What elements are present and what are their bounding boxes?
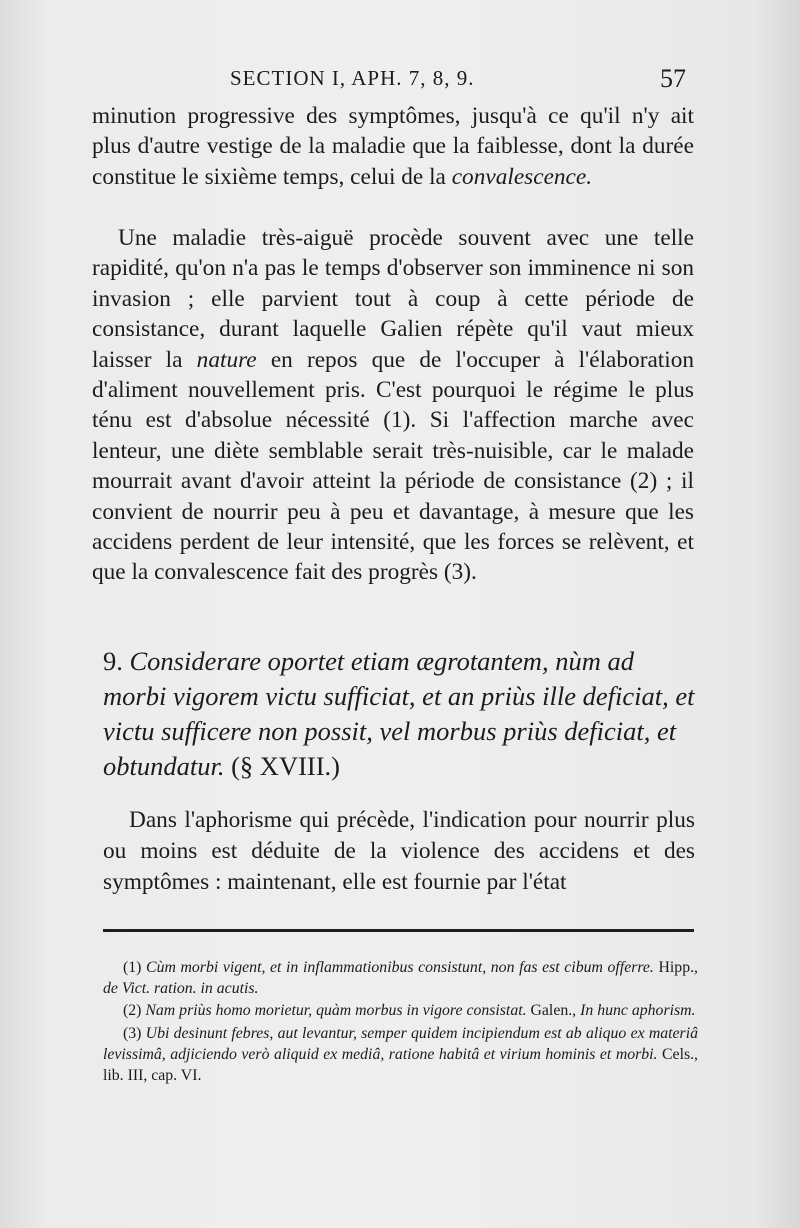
footnote-number: (3) <box>123 1024 142 1042</box>
running-head: SECTION I, APH. 7, 8, 9. <box>230 66 475 90</box>
aphorism-reference: (§ XVIII.) <box>231 751 341 781</box>
footnote-number: (1) <box>123 959 142 976</box>
footnote-source: Galen., <box>530 1002 577 1020</box>
paragraph-next: Dans l'aphorisme qui précède, l'indication pour nourrir plus ou moins est déduite de la violence des accidens et des symptômes : maintenant, elle est fournie par l'état <box>103 807 695 895</box>
footnote-3 <box>103 1023 698 1087</box>
footnote-rule <box>103 929 694 932</box>
footnote-source: Hipp., <box>658 959 698 976</box>
aphorism-number: 9. <box>103 646 123 676</box>
paragraph-text: Une maladie très-aiguë procède souvent avec une telle rapidité, qu'on n'a pas le temps d'observer son imminence ni son invasion ; elle parvient tout à coup à cette période de consistance, durant laquelle Galien répète qu'il vaut mieux laisser la <box>92 225 694 373</box>
footnote-1 <box>103 957 698 999</box>
paragraph-text: en repos que de l'occuper à l'élaboration d'aliment nouvellement pris. C'est pourquoi le régime le plus ténu est d'absolue nécessité (1). Si l'affection marche avec lenteur, une diète semblable serait très-nuisible, car le malade mourrait avant d'avoir atteint la période de consistance (2) ; il convient de nourrir peu à peu et davantage, à mesure que les accidens perdent de leur intensité, que les forces se relèvent, et que la convalescence fait des progrès (3). <box>92 346 695 586</box>
footnote-quote: Cùm morbi vigent, et in inflammationibus consistunt, non fas est cibum offerre. <box>146 959 654 976</box>
aphorism-text: Considerare oportet etiam ægrotantem, nùm ad morbi vigorem victu sufficiat, et an priùs ille deficiat, et victu sufficere non possit, vel morbus priùs deficiat, et obtundatur. <box>103 646 695 781</box>
paragraph-continued <box>92 101 694 192</box>
footnotes <box>103 957 698 1087</box>
page-number: 57 <box>660 64 686 93</box>
footnote-number: (2) <box>123 1002 142 1020</box>
footnote-quote: Nam priùs homo morietur, quàm morbus in vigore consistat. <box>145 1002 527 1020</box>
footnote-quote: Ubi desinunt febres, aut levantur, semper quidem incipiendum est ab aliquo ex materiâ levissimâ, adjiciendo verò aliquid ex mediâ, ratione habitâ et virium hominis et morbi. <box>103 1024 698 1063</box>
paragraph-text: minution progressive des symptômes, jusqu'à ce qu'il n'y ait plus d'autre vestige de la maladie que la faiblesse, dont la durée constitue le sixième temps, celui de la <box>92 103 694 190</box>
footnote-work: In hunc aphorism. <box>580 1002 696 1020</box>
footnote-source: Cels., lib. III, cap. VI. <box>103 1045 698 1085</box>
aphorism-latin <box>103 644 697 784</box>
italic-term: convalescence. <box>451 163 593 190</box>
footnote-work: de Vict. ration. in acutis. <box>103 980 259 998</box>
italic-term: nature <box>196 346 257 373</box>
footnote-2 <box>103 1000 698 1021</box>
paragraph-commentary <box>92 223 694 588</box>
page-header <box>230 64 686 98</box>
